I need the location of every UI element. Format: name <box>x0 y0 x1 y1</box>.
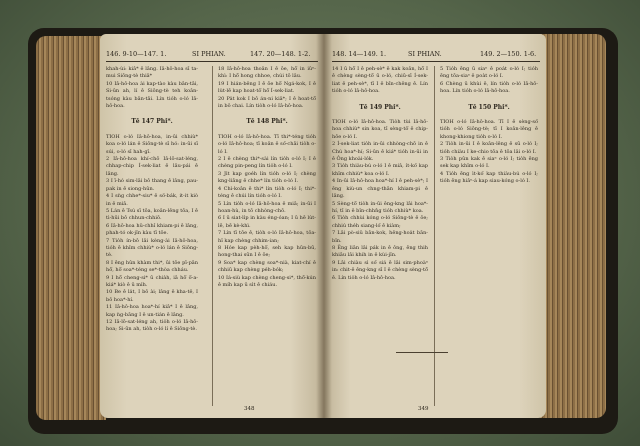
psalm-heading-150: Tē 150 Phi*. <box>468 103 510 111</box>
verse: 10 Iâ-hô-hoa ài kap-tào kàu bān-tāi, Si-ūn ah, lí ê Siōng-tè teh koân-tsóng kàu bān-tāi. Lín tio̍h o-ló Iâ-hô-hoa. <box>106 80 198 110</box>
right-header-rule <box>332 61 540 62</box>
left-page <box>100 34 324 418</box>
verse: 6 Tio̍h chhùi kóng o-ló Siōng-tè ê ōe; chhiú the̍h siang-ló͘ ê kiàm; <box>332 215 428 229</box>
verse: 5 Sèng-tô͘ tio̍h in-ūi êng-kng lâi hoa*-hí, tī in ê bîn-chhn̂g tio̍h chhiù* koa. <box>332 200 428 214</box>
verse: 4 Chì-koân ê thi* lín tio̍h o-ló I; thi*-téng ê chúi lín tio̍h o-ló I. <box>218 185 316 200</box>
psalm-heading-149: Tē 149 Phi*. <box>359 103 401 111</box>
column-divider <box>434 66 435 406</box>
verse: 8 I ēng hûn khàm thi*, ūi tōe pī-pān hō͘, hō͘ soa*-téng se*-thòa chháu. <box>106 259 198 274</box>
spine-gutter <box>316 34 332 418</box>
verse: 8 Hóe kap pe̍h-hō͘, seh kap hūn-bū, hong-thai sūn I ê ōe; <box>218 244 316 259</box>
end-of-book-rule <box>396 352 448 353</box>
right-page-edges <box>540 34 606 418</box>
verse-opening: TIOH o-ló Iâ-hô-hoa. Tio̍h tùi Iâ-hô-hoa chhiù* sin koa, tī sèng-tô͘ ê chip-hōe o-ló I. <box>332 119 428 140</box>
verse: 4 I sǹg chhe*-siu* ê sò͘-ba̍k, it-it kiò in ê miâ. <box>106 193 198 207</box>
left-header-title: SI PHIAN. <box>192 50 226 58</box>
verse: 14 I ū hō͘ I ê peh-sè* ê kak koân, hō͘ I ê chèng sèng-tô͘ ū o-ló, chiū-sī Í-sek-liat ê peh-sè*, tī I ê bīn-chêng ê. Lín tio̍h o-ló Iâ-hô-hoa. <box>332 66 428 95</box>
verse: 2 Iâ-hô-hoa khí-chō Iâ-lō-sat-léng, chhap-chip Í-sek-liat ê lâu-pái ê lâng. <box>106 156 198 177</box>
verse: 9 Lâi chiàu sì só͘ siá ê lâi sim-phoàⁿ in: chit-ê êng-kng sī I ê chèng sèng-tô͘ ê. Lín tio̍h o-ló Iâ-hô-hoa. <box>332 259 428 281</box>
verse: 19 I hián-bêng I ê ōe hō͘ Ngá-kok, I ê lu̍t-lē kap hoat-tō͘ hō͘ Í-sek-liat. <box>218 80 316 95</box>
psalm-heading-148: Tē 148 Phi*. <box>246 118 288 126</box>
verse: 7 Lâi pò-siû bān-kok, hêng-hoa̍t bān-bîn. <box>332 230 428 244</box>
verse: 3 Tio̍h pûn kak ê siaⁿ o-ló I; tio̍h ēng sek kap khîm o-ló I. <box>440 156 538 170</box>
verse-opening: TIOH o-ló Iâ-hô-hoa. Tī thi*-téng tio̍h o-ló Iâ-hô-hoa; tī koân ê só͘-chāi tio̍h o-ló I. <box>218 133 316 155</box>
verse: 2 Í-sek-liat tio̍h in-ūi chhòng-chō in ê Chú hoa*-hí; Si-ūn ê kiá* tio̍h in-ūi in ê Ông khoài-lo̍k. <box>332 141 428 163</box>
verse: 2 Tio̍h in-ūi I ê koân-lêng ê sū o-ló I; tio̍h chiàu I ke-chio tōa ê tōa lâi o-ló I. <box>440 141 538 155</box>
verse: 7 Lín tī tōe ê, tio̍h o-ló Iâ-hô-hoa, tōa-hî kap chèng chhim-ian; <box>218 230 316 244</box>
verse: 10 Be ê la̍t, I bô ài; lâng ê kha-tê, I bô hoa*-hí. <box>106 289 198 303</box>
verse: 11 Iâ-hô-hoa hoa*-hí kiâ* I ê lâng, kap ǹg-bāng I ê un-tián ê lâng. <box>106 304 198 318</box>
verse: 5 Tio̍h ēng ū siaⁿ ê poa̍t o-ló I; tio̍h ēng tōa-siaⁿ ê poa̍t o-ló I. <box>440 66 538 80</box>
right-page <box>324 34 546 418</box>
page-number-right: 349 <box>418 406 429 412</box>
left-page-edges <box>36 36 106 420</box>
column-divider <box>212 66 213 406</box>
left-header-ref-end: 147. 20—148. 1-2. <box>250 50 311 58</box>
verse-opening: TIOH o-ló Iâ-hô-hoa, in-ūi chhiù* koa o-ló lán ê Siōng-tè sī hó: in-ūi sī súi, o-ló sī hah-gî. <box>106 133 198 155</box>
verse: 3 Ji̍t kap goe̍h lín tio̍h o-ló I; chèng kng-liāng ê chhe* lín tio̍h o-ló I. <box>218 170 316 185</box>
verse-opening: TIOH o-ló Iâ-hô-hoa. Tī I ê sèng-só͘ tio̍h o-ló Siōng-tè; tī I koân-lêng ê khong-khiong tio̍h o-ló I. <box>440 119 538 140</box>
verse: 4 Tio̍h ēng i̍t-kó͘ kap thiàu-bú o-ló I; tio̍h ēng hiâⁿ-á kap siau-kóng o-ló I. <box>440 170 538 185</box>
verse: 5 Lín tio̍h o-ló Iâ-hô-hoa ê miâ; in-ūi I hoan-hù, in tō chhòng-chō. <box>218 200 316 214</box>
verse: 5 Lán ê Tsú sī tōa, koân-lêng tōa, I ê tì-hūi bô chhun-chhiō. <box>106 207 198 222</box>
psalm-heading-147: Tē 147 Phi*. <box>131 118 173 126</box>
verse: 2 I ê chèng thi*-sài lín tio̍h o-ló I; I ê chèng pin-peng lín tio̍h o-ló I. <box>218 156 316 170</box>
right-header-title: SI PHIAN. <box>408 50 442 58</box>
left-header-ref-start: 146. 9-10—147. 1. <box>106 50 167 58</box>
right-column-2 <box>440 66 538 186</box>
verse: 6 I ū siat-li̍p in kàu éng-óan; I ū hē lu̍t-lē, bē kè-khì. <box>218 215 316 229</box>
verse: 4 In-ūi Iâ-hô-hoa hoa*-hí I ê peh-sè*; I ēng kiù-un chng-thān khiam-pi ê lâng. <box>332 178 428 200</box>
verse: 18 Iâ-hô-hoa thoân I ê ōe, hō͘ in iûⁿ-khì: I hō͘ hong chhoe, chúi tō lâu. <box>218 66 316 80</box>
verse: 3 I ī-hó sim-lāi bô thang ê lâng, pau-pak in ê siong-hûn. <box>106 178 198 192</box>
verse: 9 Soa* kap chèng soa*-nià, kiat-chí ê chhiū kap chèng pe̍h-bo̍k; <box>218 259 316 274</box>
verse: 6 Chèng ū khùi ê, lín tio̍h o-ló Iâ-hô-hoa. Lín tio̍h o-ló Iâ-hô-hoa. <box>440 80 538 95</box>
left-column-2 <box>218 66 316 289</box>
right-column-1 <box>332 66 428 282</box>
verse: 6 Iâ-hô-hoa hû-chhî khiam-pi ê lâng, phah-tó ok-jîn kàu tī tōe. <box>106 222 198 237</box>
verse: 3 Tio̍h thiàu-bú o-ló I ê miâ, i̍t-kó͘ kap khîm chhiù* koa o-ló I. <box>332 163 428 177</box>
verse: 20 Pa̍t kok I bô án-ni kiâ*; I ê hoat-tō͘ in bô chai. Lín tio̍h o-ló Iâ-hô-hoa. <box>218 95 316 110</box>
right-header-ref-start: 148. 14—149. 1. <box>332 50 387 58</box>
verse: khah-ùi: kiâ* ê lâng. Iâ-hô-hoa sī ta-mui Siōng-tè thiâ* <box>106 66 198 80</box>
left-column-1 <box>106 66 198 334</box>
verse: 10 Iá-siù kap chèng cheng-si*, thô͘-kún ê mi̍h kap ū si̍t ê chiáu. <box>218 274 316 288</box>
page-number-left: 348 <box>244 406 255 412</box>
verse: 7 Tio̍h ín-bô lâi kèng-ài Iâ-hô-hoa, tio̍h ē khîm chhiù* o-ló lán ê Siōng-tè. <box>106 237 198 259</box>
left-header-rule <box>106 61 318 62</box>
verse: 12 Iâ-lō-sat-léng ah, tio̍h o-ló Iâ-hô-hoa; Si-ūn ah, tio̍h o-ló lí ê Siōng-tè. <box>106 319 198 333</box>
right-header-ref-end: 149. 2—150. 1-6. <box>480 50 537 58</box>
verse: 9 I hō͘ cheng-si* ū chia̍h, iā hō͘ ô͘-a-kiá* kiò ê ū mi̍h. <box>106 274 198 288</box>
verse: 8 Ēng liān lâi pa̍k in ê ông, ēng thih khiāu lâi khih in ê kùi-jîn. <box>332 244 428 259</box>
